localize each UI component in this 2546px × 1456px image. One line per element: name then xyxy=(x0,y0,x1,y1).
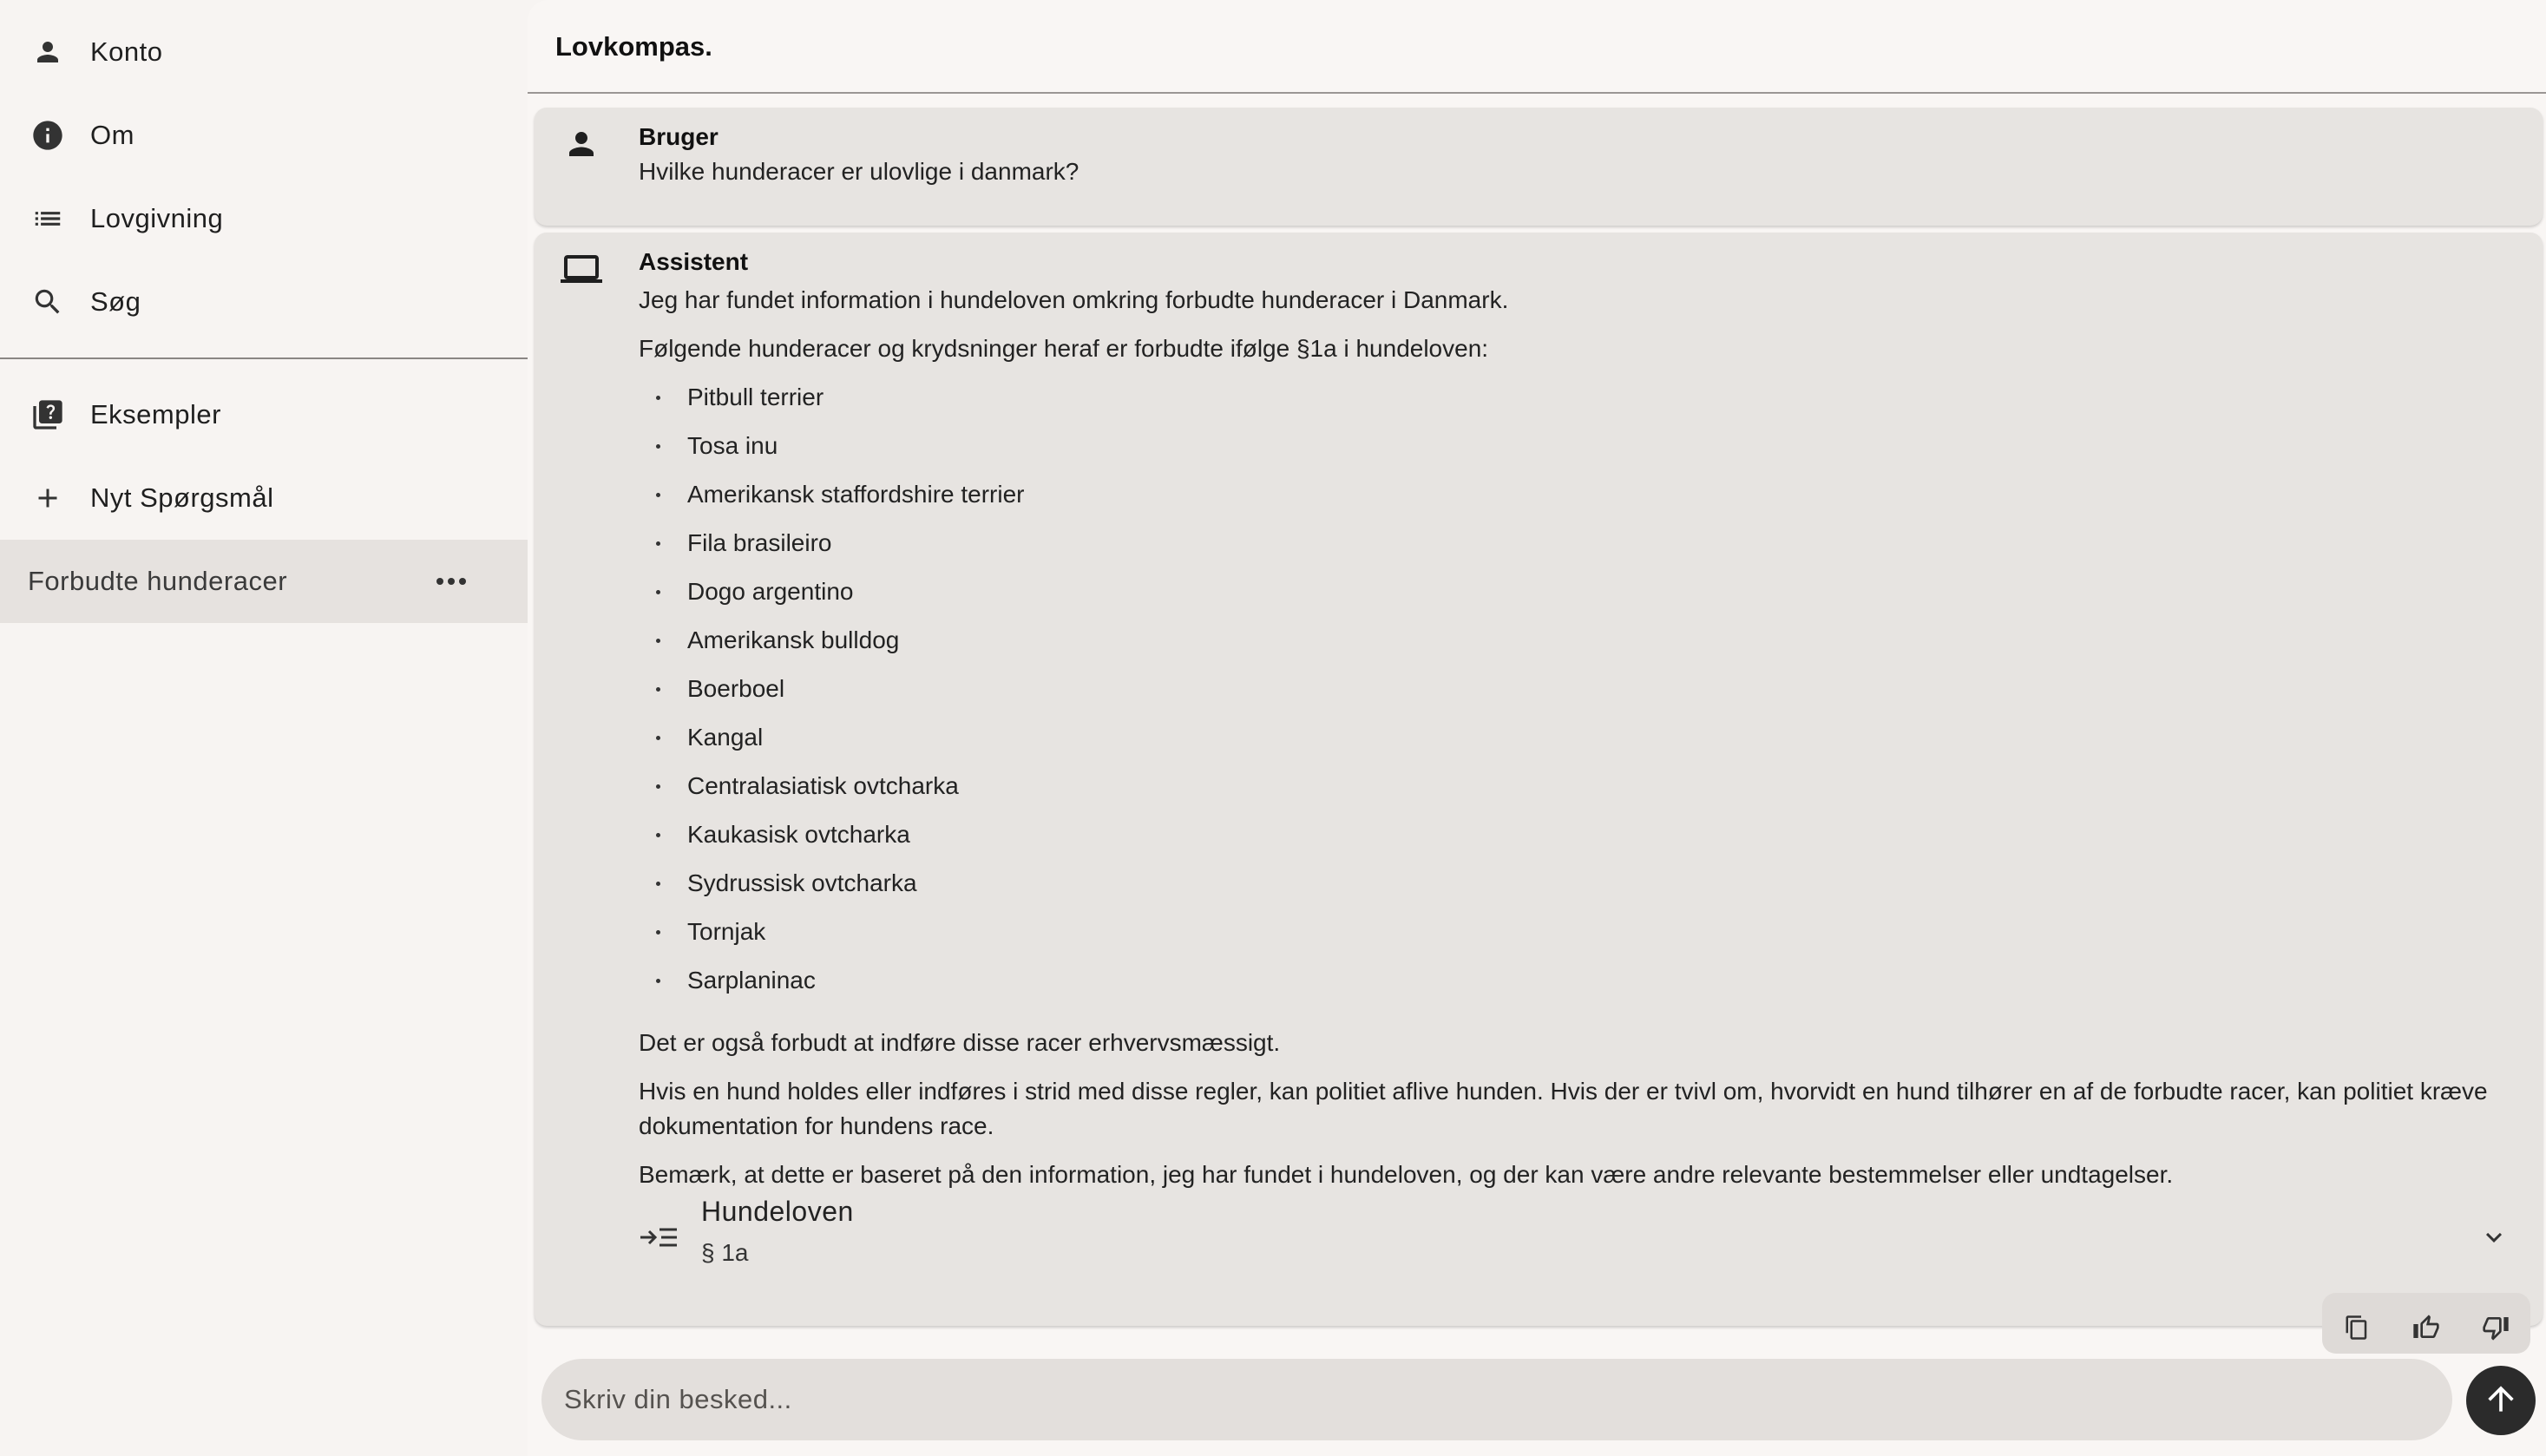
quiz-library-icon xyxy=(30,397,66,433)
thumbs-down-icon[interactable] xyxy=(2478,1310,2513,1345)
assistant-paragraph: Det er også forbudt at indføre disse racer erhvervsmæssigt. xyxy=(639,1029,1281,1056)
message-role: Assistent xyxy=(639,248,749,275)
user-message xyxy=(535,108,2543,226)
message-text: Hvilke hunderacer er ulovlige i danmark? xyxy=(639,158,1079,185)
search-icon xyxy=(30,284,66,320)
source-title: Hundeloven xyxy=(701,1196,854,1227)
list-item: Dogo argentino xyxy=(639,574,2513,623)
sidebar-item-sog[interactable] xyxy=(0,260,528,344)
list-item: Kaukasisk ovtcharka xyxy=(639,817,2513,866)
list-item: Amerikansk staffordshire terrier xyxy=(639,477,2513,526)
message-composer xyxy=(541,1359,2452,1440)
sidebar-item-label: Om xyxy=(90,120,135,150)
top-bar xyxy=(528,0,2546,94)
history-item-forbudte-hunderacer[interactable] xyxy=(0,540,528,623)
sidebar-item-lovgivning[interactable] xyxy=(0,177,528,260)
source-reference[interactable] xyxy=(639,1196,2513,1282)
sidebar-item-om[interactable] xyxy=(0,94,528,177)
sidebar-divider xyxy=(0,357,528,359)
source-indent-icon xyxy=(639,1220,679,1255)
sidebar-item-label: Nyt Spørgsmål xyxy=(90,482,274,513)
source-section: § 1a xyxy=(701,1239,749,1266)
list-icon xyxy=(30,200,66,237)
assistant-paragraph: Bemærk, at dette er baseret på den information, jeg har fundet i hundeloven, og der kan være andre relevante bestemmelser eller undtagelser. xyxy=(639,1161,2174,1188)
assistant-lead: Følgende hunderacer og krydsninger heraf er forbudte ifølge §1a i hundeloven: xyxy=(639,335,1489,362)
message-input[interactable] xyxy=(562,1359,2428,1440)
message-role: Bruger xyxy=(639,123,719,150)
history-item-label: Forbudte hunderacer xyxy=(28,566,288,596)
sidebar-item-konto[interactable] xyxy=(0,10,528,94)
copy-icon[interactable] xyxy=(2339,1310,2374,1345)
list-item: Boerboel xyxy=(639,672,2513,720)
list-item: Fila brasileiro xyxy=(639,526,2513,574)
sidebar-item-nyt-sporgsmal[interactable] xyxy=(0,456,528,540)
sidebar-item-label: Lovgivning xyxy=(90,203,224,233)
app-title: Lovkompas. xyxy=(555,31,712,62)
list-item: Kangal xyxy=(639,720,2513,769)
more-options-icon[interactable] xyxy=(427,568,476,594)
assistant-intro: Jeg har fundet information i hundeloven omkring forbudte hunderacer i Danmark. xyxy=(639,286,1509,313)
main-panel xyxy=(528,0,2546,1456)
list-item: Tosa inu xyxy=(639,429,2513,477)
assistant-paragraph: Hvis en hund holdes eller indføres i strid med disse regler, kan politiet aflive hunden. Hvis der er tvivl om, hvorvidt en hund tilhører en af de forbudte racer, kan politiet kræve dokumentation for hundens race. xyxy=(639,1078,2488,1139)
sidebar xyxy=(0,0,528,1456)
plus-icon xyxy=(30,480,66,516)
list-item: Amerikansk bulldog xyxy=(639,623,2513,672)
thumbs-up-icon[interactable] xyxy=(2409,1310,2444,1345)
arrow-up-icon xyxy=(2482,1380,2520,1422)
list-item: Sarplaninac xyxy=(639,963,2513,1012)
sidebar-item-eksempler[interactable] xyxy=(0,373,528,456)
list-item: Pitbull terrier xyxy=(639,380,2513,429)
assistant-content xyxy=(639,283,2513,1206)
send-button[interactable] xyxy=(2466,1366,2536,1435)
list-item: Centralasiatisk ovtcharka xyxy=(639,769,2513,817)
sidebar-item-label: Konto xyxy=(90,36,163,67)
assistant-message xyxy=(535,233,2543,1326)
sidebar-item-label: Søg xyxy=(90,286,141,317)
person-icon xyxy=(30,34,66,70)
info-icon xyxy=(30,117,66,154)
chevron-down-icon[interactable] xyxy=(2478,1222,2510,1253)
message-actions xyxy=(2322,1293,2530,1354)
list-item: Tornjak xyxy=(639,915,2513,963)
breed-list xyxy=(639,380,2513,1012)
sidebar-item-label: Eksempler xyxy=(90,399,221,430)
list-item: Sydrussisk ovtcharka xyxy=(639,866,2513,915)
person-icon xyxy=(561,123,602,165)
laptop-icon xyxy=(561,248,602,290)
